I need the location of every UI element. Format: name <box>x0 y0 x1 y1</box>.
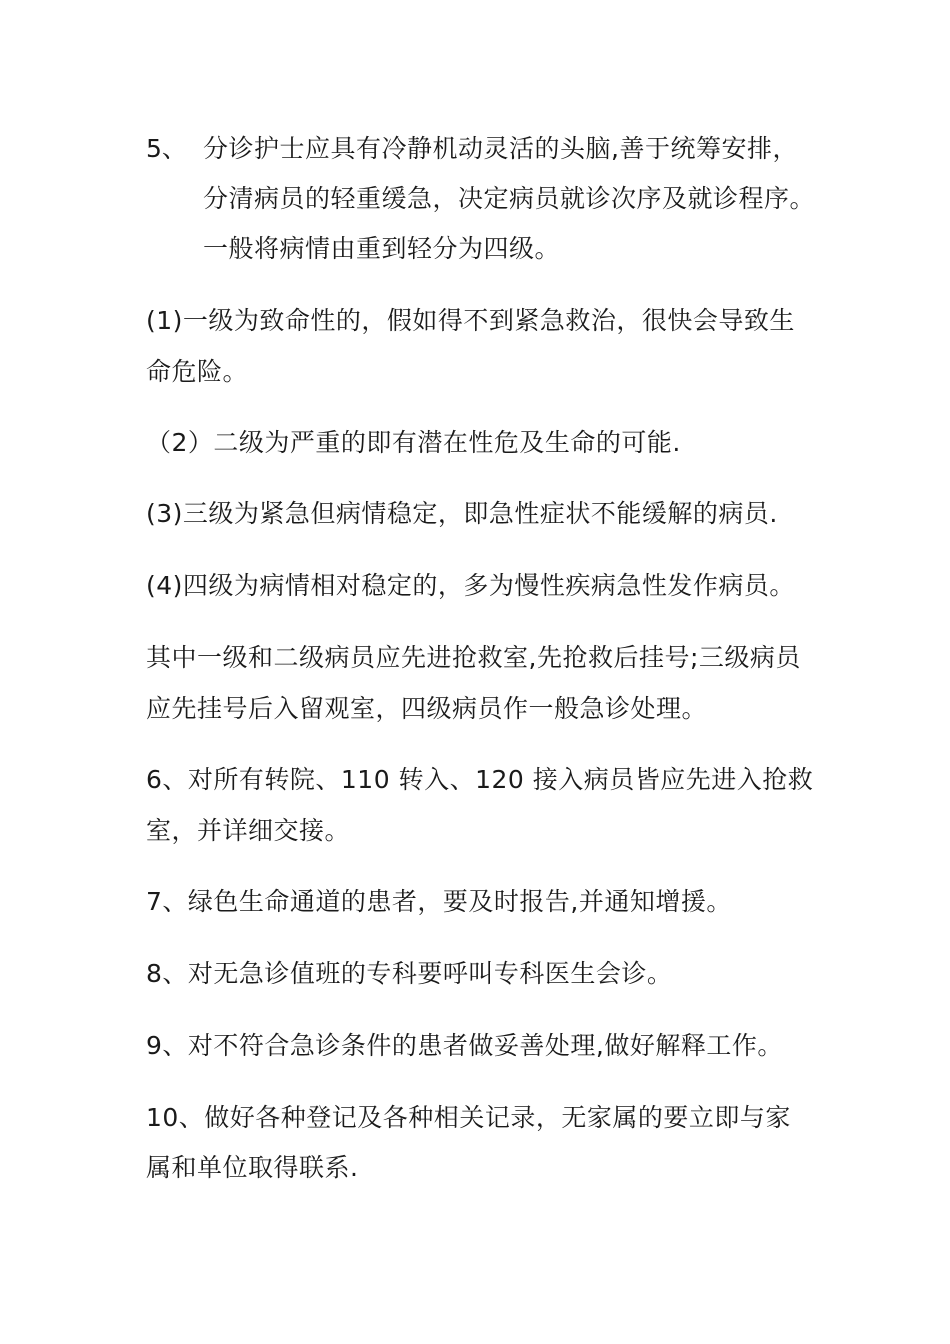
item-5-number: 5、 <box>146 134 187 163</box>
summary-line-1: 其中一级和二级病员应先进抢救室,先抢救后挂号;三级病员 <box>146 643 801 672</box>
item-7-paragraph: 7、绿色生命通道的患者，要及时报告,并通知增援。 <box>146 887 732 916</box>
item-6-line-2: 室，并详细交接。 <box>146 816 351 845</box>
level-1-line-2: 命危险。 <box>146 357 249 386</box>
level-3-paragraph: (3)三级为紧急但病情稳定，即急性症状不能缓解的病员. <box>146 499 778 528</box>
item-10-line-1: 10、做好各种登记及各种相关记录，无家属的要立即与家 <box>146 1103 791 1132</box>
item-5-line-2: 分清病员的轻重缓急，决定病员就诊次序及就诊程序。 <box>203 184 816 213</box>
summary-line-2: 应先挂号后入留观室，四级病员作一般急诊处理。 <box>146 694 708 723</box>
item-6-line-1: 6、对所有转院、110 转入、120 接入病员皆应先进入抢救 <box>146 765 814 794</box>
level-1-line-1: (1)一级为致命性的，假如得不到紧急救治，很快会导致生 <box>146 306 795 335</box>
item-5-line-3: 一般将病情由重到轻分为四级。 <box>203 234 561 263</box>
item-10-line-2: 属和单位取得联系. <box>146 1153 359 1182</box>
level-2-paragraph: （2）二级为严重的即有潜在性危及生命的可能. <box>146 428 681 457</box>
item-9-paragraph: 9、对不符合急诊条件的患者做妥善处理,做好解释工作。 <box>146 1031 783 1060</box>
item-8-paragraph: 8、对无急诊值班的专科要呼叫专科医生会诊。 <box>146 959 673 988</box>
level-4-paragraph: (4)四级为病情相对稳定的，多为慢性疾病急性发作病员。 <box>146 571 795 600</box>
item-5-line-1: 分诊护士应具有冷静机动灵活的头脑,善于统筹安排， <box>203 134 798 163</box>
